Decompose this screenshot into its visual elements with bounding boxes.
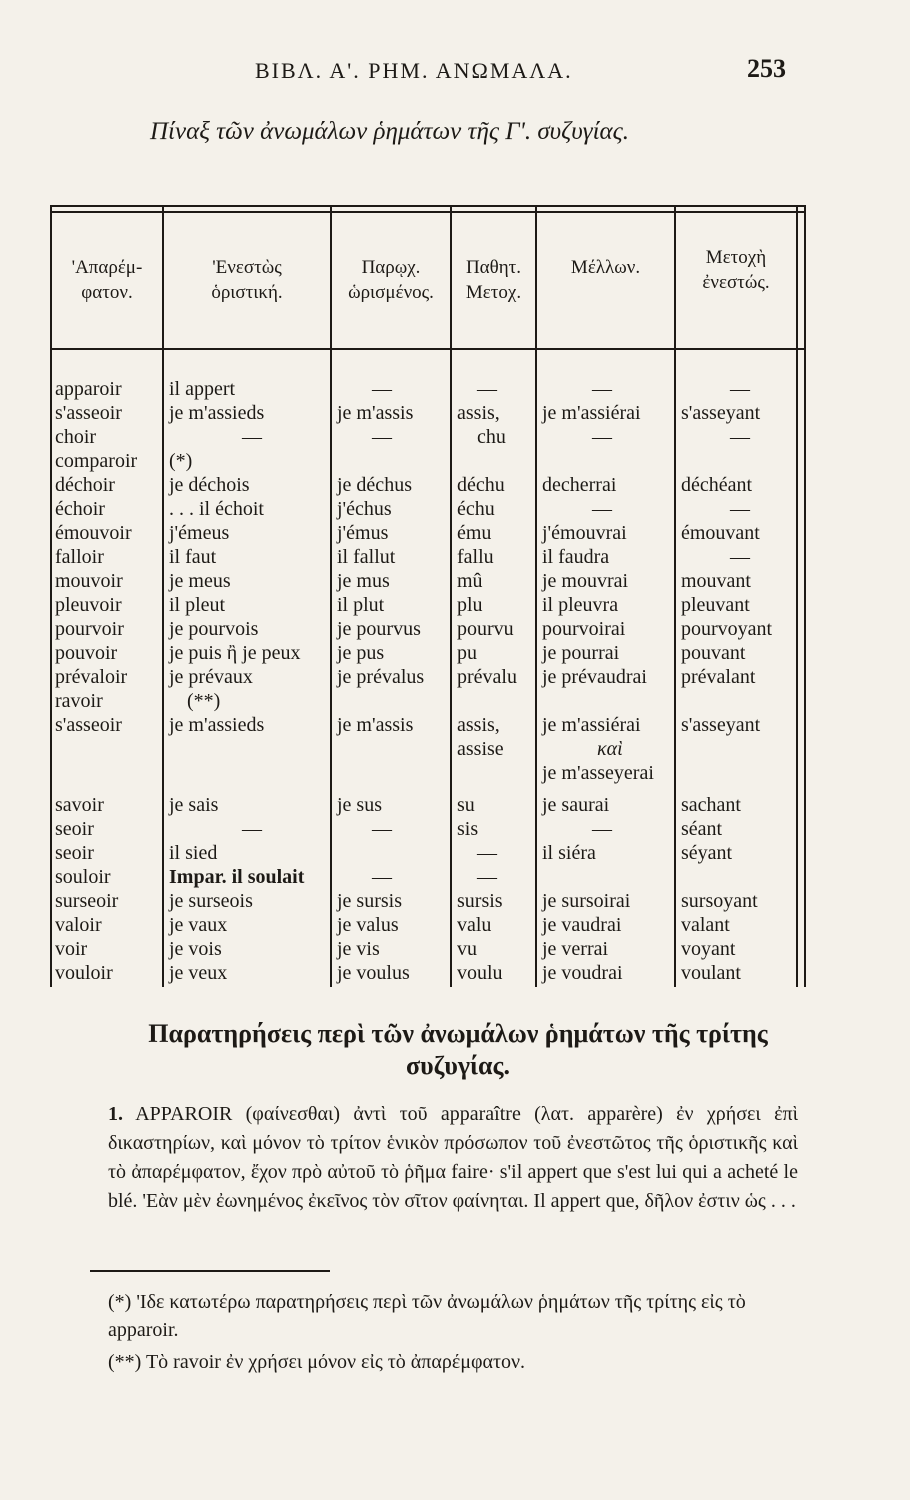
table-row: s'asseoir je m'assieds je m'assis assis, je m'assiérai s'asseyant bbox=[55, 714, 761, 736]
footnotes bbox=[108, 1288, 798, 1380]
table-row: valoir je vaux je valus valu je vaudrai valant bbox=[55, 914, 730, 936]
table-row: souloir Impar. il soulait — — bbox=[55, 866, 497, 888]
observations-paragraph bbox=[108, 1100, 798, 1216]
table-row: assise καὶ bbox=[457, 738, 623, 760]
header-rule bbox=[52, 348, 804, 350]
footnote: (**) Τὸ ravoir ἐν χρήσει μόνον εἰς τὸ ἀπαρέμφατον. bbox=[108, 1351, 526, 1373]
footnote: (*) 'Ιδε κατωτέρω παρατηρήσεις περὶ τῶν ἀνωμάλων ῥημάτων τῆς τρίτης εἰς τὸ apparoir. bbox=[108, 1291, 746, 1341]
table-row: voir je vois je vis vu je verrai voyant bbox=[55, 938, 736, 960]
footnote-rule bbox=[90, 1270, 330, 1272]
header-passive-participle: Παθητ. Μετοχ. bbox=[465, 257, 522, 303]
table-row: échoir . . . il échoit j'échus échu — — bbox=[55, 498, 750, 520]
table-row: s'asseoir je m'assieds je m'assis assis, je m'assiérai s'asseyant bbox=[55, 402, 761, 424]
table-row: apparoir il appert — — — — bbox=[55, 378, 750, 400]
observations-title: Παρατηρήσεις περὶ τῶν ἀνωμάλων ῥημάτων τῆς τρίτης συζυγίας. bbox=[148, 1019, 768, 1080]
header-past-definite: Παρῳχ. ὡρισμένος. bbox=[348, 257, 434, 303]
table-row: seoir il sied — il siéra séyant bbox=[55, 842, 733, 864]
table-top-rule-inner bbox=[52, 211, 804, 213]
table-row: surseoir je surseois je sursis sursis je sursoirai sursoyant bbox=[55, 890, 758, 912]
table-title: Πίναξ τῶν ἀνωμάλων ῥημάτων τῆς Γ'. συζυγίας. bbox=[150, 118, 630, 145]
table-row: je m'asseyerai bbox=[542, 762, 654, 784]
observation-number: 1. bbox=[108, 1103, 123, 1125]
table-body bbox=[52, 377, 804, 985]
table-row: déchoir je déchois je déchus déchu decherrai déchéant bbox=[55, 474, 753, 496]
table-row: prévaloir je prévaux je prévalus prévalu je prévaudrai prévalant bbox=[55, 666, 756, 688]
header-present-participle: Μετοχὴ ἐνεστώς. bbox=[702, 247, 770, 293]
table-row: pouvoir je puis ἢ je peux je pus pu je pourrai pouvant bbox=[55, 642, 746, 664]
table-row: ravoir (**) bbox=[55, 690, 221, 712]
header-present: 'Ενεστὼς ὁριστική. bbox=[211, 257, 283, 303]
table-row: pourvoir je pourvois je pourvus pourvu pourvoirai pourvoyant bbox=[55, 618, 773, 640]
verb-table bbox=[50, 205, 806, 987]
table-row: seoir — — sis — séant bbox=[55, 818, 723, 840]
table-row: pleuvoir il pleut il plut plu il pleuvra pleuvant bbox=[55, 594, 750, 616]
table-row: choir — — chu — — bbox=[55, 426, 750, 448]
table-row: vouloir je veux je voulus voulu je voudrai voulant bbox=[55, 962, 741, 984]
table-row: émouvoir j'émeus j'émus ému j'émouvrai émouvant bbox=[55, 522, 760, 544]
running-head: ΒΙΒΛ. Α'. ΡΗΜ. ΑΝΩΜΑΛΑ. bbox=[255, 58, 573, 83]
header-infinitive: 'Απαρέμ- φατον. bbox=[71, 257, 143, 303]
table-row: savoir je sais je sus su je saurai sachant bbox=[55, 794, 741, 816]
observation-text: APPAROIR (φαίνεσθαι) ἀντὶ τοῦ apparaître (λατ. apparère) ἐν χρήσει ἐπὶ δικαστηρίων, καὶ μόνον τὸ τρίτον ἑνικὸν πρόσωπον τοῦ ἐνεστῶτος τῆς ὁριστικῆς καὶ τὸ ἀπαρέμφατον, ἔχον πρὸ αὐτοῦ τὸ ῥῆμα faire· s'il appert que s'est lui qui a acheté le blé. 'Εὰν μὲν ἐωνημένος ἐκεῖνος τὸν σῖτον φαίνηται. Il appert que, δῆλον ἐστιν ὡς . . . bbox=[108, 1103, 799, 1212]
table-row: comparoir (*) bbox=[55, 450, 193, 472]
table-row: mouvoir je meus je mus mû je mouvrai mouvant bbox=[55, 570, 751, 592]
page-number: 253 bbox=[747, 54, 786, 83]
table-top-rule bbox=[52, 205, 804, 207]
table-row: falloir il faut il fallut fallu il faudra — bbox=[55, 546, 750, 568]
header-future: Μέλλων. bbox=[570, 257, 641, 278]
